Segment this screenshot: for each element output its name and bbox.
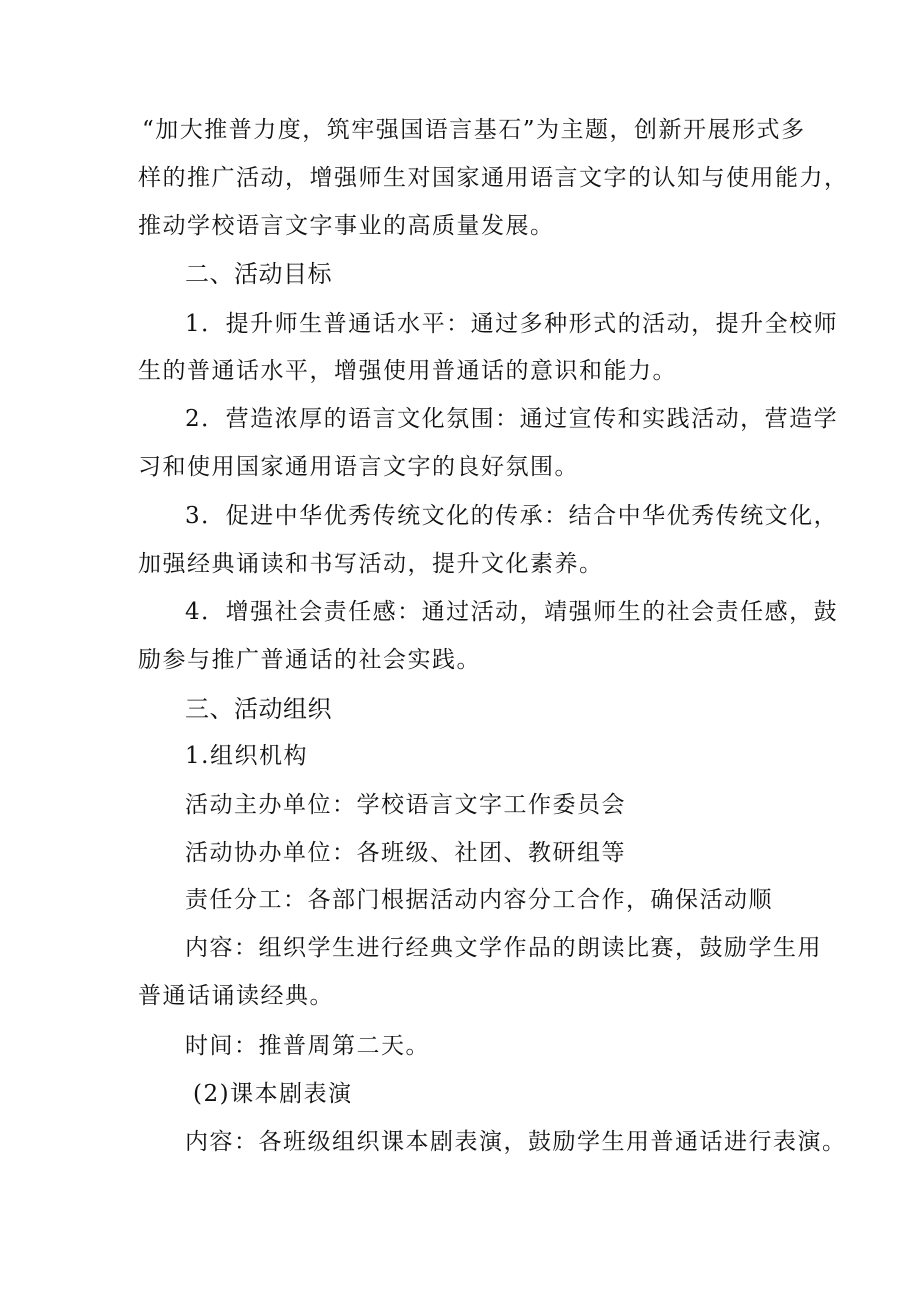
subheading-org-structure: 1.组织机构 — [185, 743, 308, 769]
content-2: 内容：各班级组织课本剧表演，鼓励学生用普通话进行表演。 — [185, 1129, 847, 1155]
goal-2-line-1: 2．营造浓厚的语言文化氛围：通过宣传和实践活动，营造学 — [185, 406, 839, 432]
content-1-line-2: 普通话诵读经典。 — [138, 983, 334, 1009]
goal-3-line-2: 加强经典诵读和书写活动，提升文化素养。 — [138, 551, 604, 577]
responsibility-division: 责任分工：各部门根据活动内容分工合作，确保活动顺 — [185, 887, 773, 913]
intro-line-3: 推动学校语言文字事业的高质量发展。 — [138, 213, 555, 239]
time-1: 时间：推普周第二天。 — [185, 1033, 430, 1059]
intro-line-2: 样的推广活动，增强师生对国家通用语言文字的认知与使用能力， — [138, 165, 849, 191]
goal-1-line-1: 1．提升师生普通话水平：通过多种形式的活动，提升全校师 — [185, 311, 839, 337]
item-2-heading: (2)课本剧表演 — [193, 1081, 353, 1107]
co-host-unit: 活动协办单位：各班级、社团、教研组等 — [185, 840, 626, 866]
goal-2-line-2: 习和使用国家通用语言文字的良好氛围。 — [138, 454, 579, 480]
goal-4-line-2: 励参与推广普通话的社会实践。 — [138, 647, 481, 673]
goal-3-line-1: 3．促进中华优秀传统文化的传承：结合中华优秀传统文化， — [185, 503, 839, 529]
section-heading-goals: 二、活动目标 — [185, 260, 332, 288]
goal-1-line-2: 生的普通话水平，增强使用普通话的意识和能力。 — [138, 358, 677, 384]
content-1-line-1: 内容：组织学生进行经典文学作品的朗读比赛，鼓励学生用 — [185, 935, 822, 961]
host-unit: 活动主办单位：学校语言文字工作委员会 — [185, 792, 626, 818]
goal-4-line-1: 4．增强社会责任感：通过活动，靖强师生的社会责任感，鼓 — [185, 599, 839, 625]
intro-line-1: “加大推普力度，筑牢强国语言基石”为主题，创新开展形式多 — [142, 117, 806, 143]
section-heading-organization: 三、活动组织 — [185, 695, 332, 723]
